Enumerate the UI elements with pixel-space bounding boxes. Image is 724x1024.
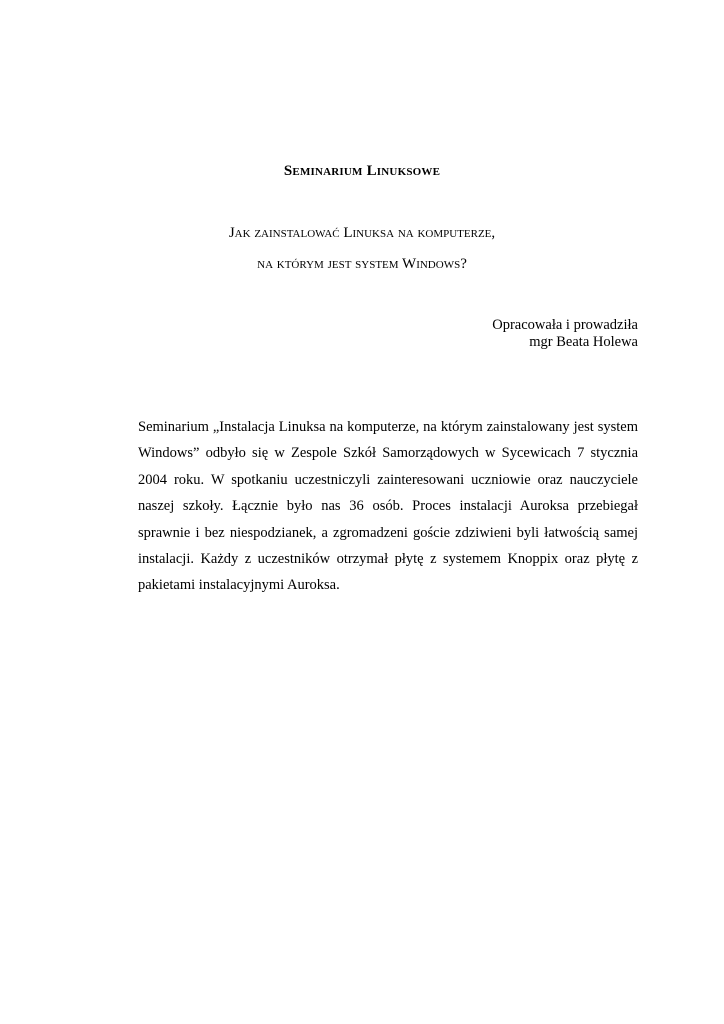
subtitle-line-1: Jak zainstalować Linuksa na komputerze, [228, 225, 496, 241]
author-block [492, 317, 638, 351]
body-paragraph: Seminarium „Instalacja Linuksa na komputerze, na którym zainstalowany jest system Windows” odbyło się w Zespole Szkół Samorządowych w Sycewicach 7 stycznia 2004 roku. W spotkaniu uczestniczyli zainteresowani uczniowie oraz nauczyciele naszej szkoły. Łącznie było nas 36 osób. Proces instalacji Auroksa przebiegał sprawnie i bez niespodzianek, a zgromadzeni goście zdziwieni byli łatwością samej instalacji. Każdy z uczestników otrzymał płytę z systemem Knoppix oraz płytę z pakietami instalacyjnymi Auroksa. [138, 419, 638, 594]
author-name: mgr Beata Holewa [529, 334, 638, 350]
subtitle-line-2: na którym jest system Windows? [257, 256, 467, 272]
document-title: Seminarium Linuksowe [283, 163, 441, 179]
author-role: Opracowała i prowadziła [492, 317, 638, 333]
